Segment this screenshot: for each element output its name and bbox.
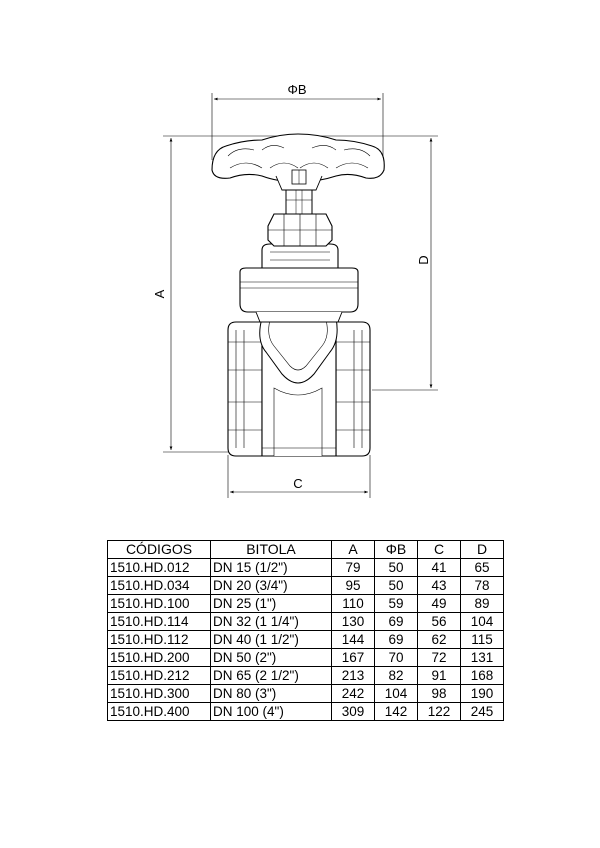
cell-c: 41 [418, 559, 461, 577]
cell-a: 110 [332, 595, 375, 613]
cell-d: 245 [461, 703, 504, 721]
cell-c: 72 [418, 649, 461, 667]
cell-d: 115 [461, 631, 504, 649]
cell-bitola: DN 20 (3/4") [211, 577, 332, 595]
cell-d: 131 [461, 649, 504, 667]
header-a: A [332, 541, 375, 559]
cell-codigo: 1510.HD.112 [108, 631, 211, 649]
cell-bitola: DN 40 (1 1/2") [211, 631, 332, 649]
cell-b: 50 [375, 577, 418, 595]
cell-d: 65 [461, 559, 504, 577]
cell-c: 122 [418, 703, 461, 721]
cell-b: 59 [375, 595, 418, 613]
cell-codigo: 1510.HD.034 [108, 577, 211, 595]
table-row [108, 667, 504, 685]
table-row [108, 631, 504, 649]
handwheel [212, 134, 384, 190]
dim-a-label: A [152, 289, 167, 299]
cell-d: 104 [461, 613, 504, 631]
cell-b: 69 [375, 613, 418, 631]
cell-c: 56 [418, 613, 461, 631]
cell-codigo: 1510.HD.200 [108, 649, 211, 667]
table-row [108, 685, 504, 703]
table-row [108, 613, 504, 631]
cell-bitola: DN 32 (1 1/4") [211, 613, 332, 631]
header-d: D [461, 541, 504, 559]
cell-a: 309 [332, 703, 375, 721]
dim-b-label: ΦB [287, 82, 307, 97]
cell-a: 95 [332, 577, 375, 595]
table-row [108, 559, 504, 577]
dimension-c [228, 455, 370, 498]
valve-body [228, 318, 370, 456]
table-row [108, 595, 504, 613]
cell-c: 91 [418, 667, 461, 685]
cell-c: 43 [418, 577, 461, 595]
cell-bitola: DN 25 (1") [211, 595, 332, 613]
cell-b: 82 [375, 667, 418, 685]
cell-codigo: 1510.HD.212 [108, 667, 211, 685]
cell-bitola: DN 100 (4") [211, 703, 332, 721]
dim-d-label: D [416, 255, 431, 265]
cell-b: 70 [375, 649, 418, 667]
cell-d: 89 [461, 595, 504, 613]
cell-codigo: 1510.HD.114 [108, 613, 211, 631]
cell-b: 69 [375, 631, 418, 649]
header-b: ΦB [375, 541, 418, 559]
table-header-row [108, 541, 504, 559]
cell-bitola: DN 65 (2 1/2") [211, 667, 332, 685]
header-c: C [418, 541, 461, 559]
cell-a: 167 [332, 649, 375, 667]
table-row [108, 577, 504, 595]
table-row [108, 703, 504, 721]
cell-d: 190 [461, 685, 504, 703]
cell-d: 168 [461, 667, 504, 685]
valve-bonnet [240, 214, 358, 322]
cell-bitola: DN 50 (2") [211, 649, 332, 667]
cell-a: 242 [332, 685, 375, 703]
cell-c: 49 [418, 595, 461, 613]
table-row [108, 649, 504, 667]
cell-a: 144 [332, 631, 375, 649]
cell-codigo: 1510.HD.100 [108, 595, 211, 613]
spec-table [107, 540, 504, 721]
cell-d: 78 [461, 577, 504, 595]
cell-b: 50 [375, 559, 418, 577]
cell-codigo: 1510.HD.300 [108, 685, 211, 703]
cell-b: 142 [375, 703, 418, 721]
cell-a: 213 [332, 667, 375, 685]
cell-codigo: 1510.HD.400 [108, 703, 211, 721]
dim-c-label: C [293, 476, 303, 491]
cell-bitola: DN 15 (1/2") [211, 559, 332, 577]
cell-bitola: DN 80 (3") [211, 685, 332, 703]
cell-codigo: 1510.HD.012 [108, 559, 211, 577]
cell-c: 62 [418, 631, 461, 649]
cell-b: 104 [375, 685, 418, 703]
cell-a: 79 [332, 559, 375, 577]
cell-c: 98 [418, 685, 461, 703]
cell-a: 130 [332, 613, 375, 631]
header-codigos: CÓDIGOS [108, 541, 211, 559]
header-bitola: BITOLA [211, 541, 332, 559]
